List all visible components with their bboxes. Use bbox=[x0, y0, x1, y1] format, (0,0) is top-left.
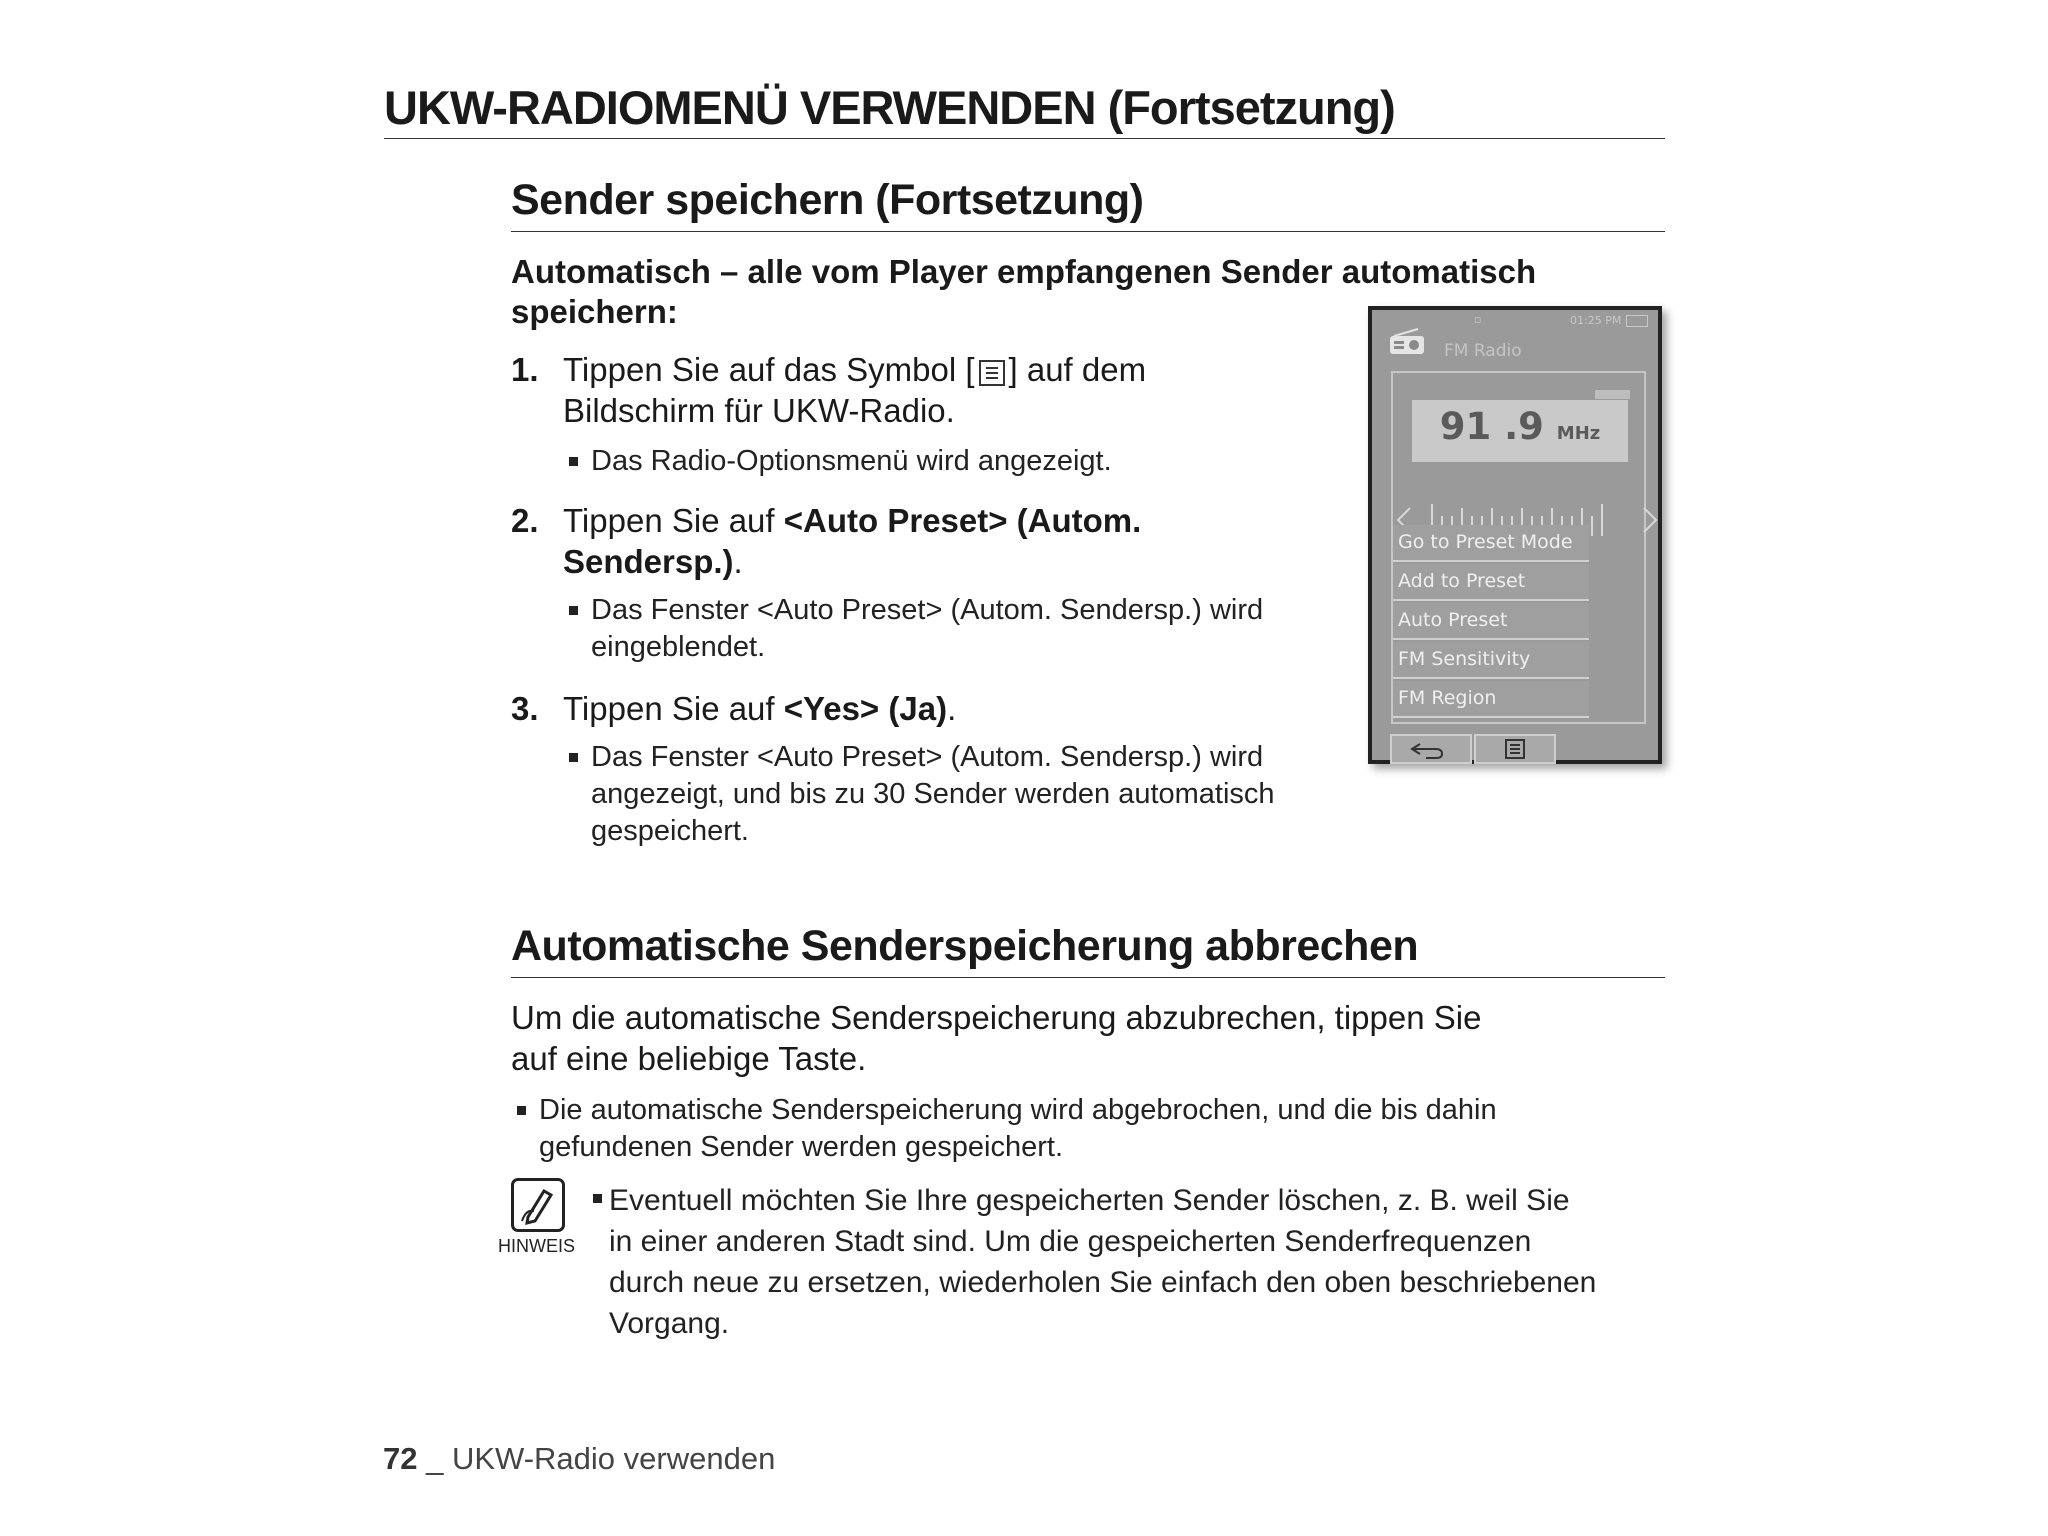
step-number: 2. bbox=[511, 502, 539, 539]
radio-icon bbox=[1388, 328, 1428, 356]
device-app-title: FM Radio bbox=[1444, 341, 1522, 361]
step-text: ] auf dem bbox=[1008, 351, 1147, 388]
bullet-icon bbox=[587, 1180, 609, 1344]
step-text-bold: <Auto Preset> (Autom. bbox=[783, 502, 1142, 539]
bullet-text: Das Fenster <Auto Preset> (Autom. Sendersp.) wird angezeigt, und bis zu 30 Sender werden automatisch gespeichert. bbox=[591, 741, 1275, 847]
section2-body: Um die automatische Senderspeicherung abzubrechen, tippen Sie auf eine beliebige Taste. bbox=[511, 999, 1482, 1077]
note-text bbox=[587, 1180, 1677, 1344]
frequency-display: 91 .9 MHz bbox=[1439, 405, 1601, 448]
page-number: 72 bbox=[383, 1441, 418, 1476]
step-text: Tippen Sie auf das Symbol [ bbox=[563, 351, 975, 388]
section2-bullet bbox=[511, 1092, 1661, 1166]
step-text: Bildschirm für UKW-Radio. bbox=[563, 392, 955, 429]
page-footer bbox=[383, 1441, 775, 1477]
step-2 bbox=[511, 500, 1331, 666]
step-text: Tippen Sie auf bbox=[563, 690, 784, 727]
menu-icon bbox=[979, 360, 1005, 386]
bullet-icon bbox=[563, 592, 591, 666]
bullet-icon bbox=[511, 1092, 539, 1166]
device-options-menu bbox=[1393, 525, 1589, 720]
step-3 bbox=[511, 688, 1351, 850]
footer-text: _ UKW-Radio verwenden bbox=[426, 1441, 776, 1476]
device-menu-button[interactable] bbox=[1474, 734, 1556, 764]
step-text: . bbox=[733, 543, 743, 580]
step-text-bold: Sendersp.) bbox=[563, 543, 734, 580]
step-number: 3. bbox=[511, 690, 539, 727]
device-screenshot bbox=[1368, 306, 1662, 764]
page-title: UKW-RADIOMENÜ VERWENDEN (Fortsetzung) bbox=[384, 81, 1395, 134]
step-text: Tippen Sie auf bbox=[563, 502, 784, 539]
menu-icon bbox=[1476, 736, 1554, 762]
bullet-icon bbox=[563, 443, 591, 480]
device-tag bbox=[1595, 390, 1630, 399]
menu-item-go-to-preset-mode[interactable]: Go to Preset Mode bbox=[1393, 525, 1589, 562]
step-1 bbox=[511, 349, 1331, 480]
section-rule bbox=[511, 977, 1665, 978]
note-label: HINWEIS bbox=[498, 1236, 576, 1256]
menu-item-auto-preset[interactable]: Auto Preset bbox=[1393, 603, 1589, 640]
device-status-bar bbox=[1372, 310, 1658, 330]
menu-item-fm-region[interactable]: FM Region bbox=[1393, 681, 1589, 718]
device-back-button[interactable] bbox=[1390, 734, 1472, 764]
note-pencil-icon bbox=[511, 1178, 565, 1232]
bullet-text: Das Radio-Optionsmenü wird angezeigt. bbox=[591, 445, 1112, 477]
lead-line-2: speichern: bbox=[511, 293, 678, 330]
menu-item-add-to-preset[interactable]: Add to Preset bbox=[1393, 564, 1589, 601]
section-heading-sender-speichern: Sender speichern (Fortsetzung) bbox=[511, 176, 1144, 224]
step-text-bold: <Yes> (Ja) bbox=[783, 690, 948, 727]
back-arrow-icon bbox=[1392, 736, 1470, 762]
section-heading-abbrechen: Automatische Senderspeicherung abbrechen bbox=[511, 922, 1419, 970]
battery-icon bbox=[1626, 315, 1648, 327]
bullet-text: Die automatische Senderspeicherung wird abgebrochen, und die bis dahin gefundenen Sender werden gespeichert. bbox=[539, 1094, 1497, 1163]
lead-line-1: Automatisch – alle vom Player empfangenen Sender automatisch bbox=[511, 253, 1537, 290]
section-rule bbox=[511, 231, 1665, 232]
speaker-icon: ▫ bbox=[1474, 313, 1482, 326]
menu-item-fm-sensitivity[interactable]: FM Sensitivity bbox=[1393, 642, 1589, 679]
title-rule bbox=[384, 138, 1665, 139]
device-time: 01:25 PM bbox=[1570, 314, 1622, 327]
bullet-icon bbox=[563, 739, 591, 850]
note-body: Eventuell möchten Sie Ihre gespeicherten Sender löschen, z. B. weil Sie in einer anderen Stadt sind. Um die gespeicherten Senderfrequenzen durch neue zu ersetzen, wiederholen Sie einfach den oben beschriebenen Vorgang. bbox=[609, 1184, 1597, 1340]
bullet-text: Das Fenster <Auto Preset> (Autom. Sendersp.) wird eingeblendet. bbox=[591, 594, 1264, 663]
step-number: 1. bbox=[511, 351, 539, 388]
step-text: . bbox=[947, 690, 957, 727]
